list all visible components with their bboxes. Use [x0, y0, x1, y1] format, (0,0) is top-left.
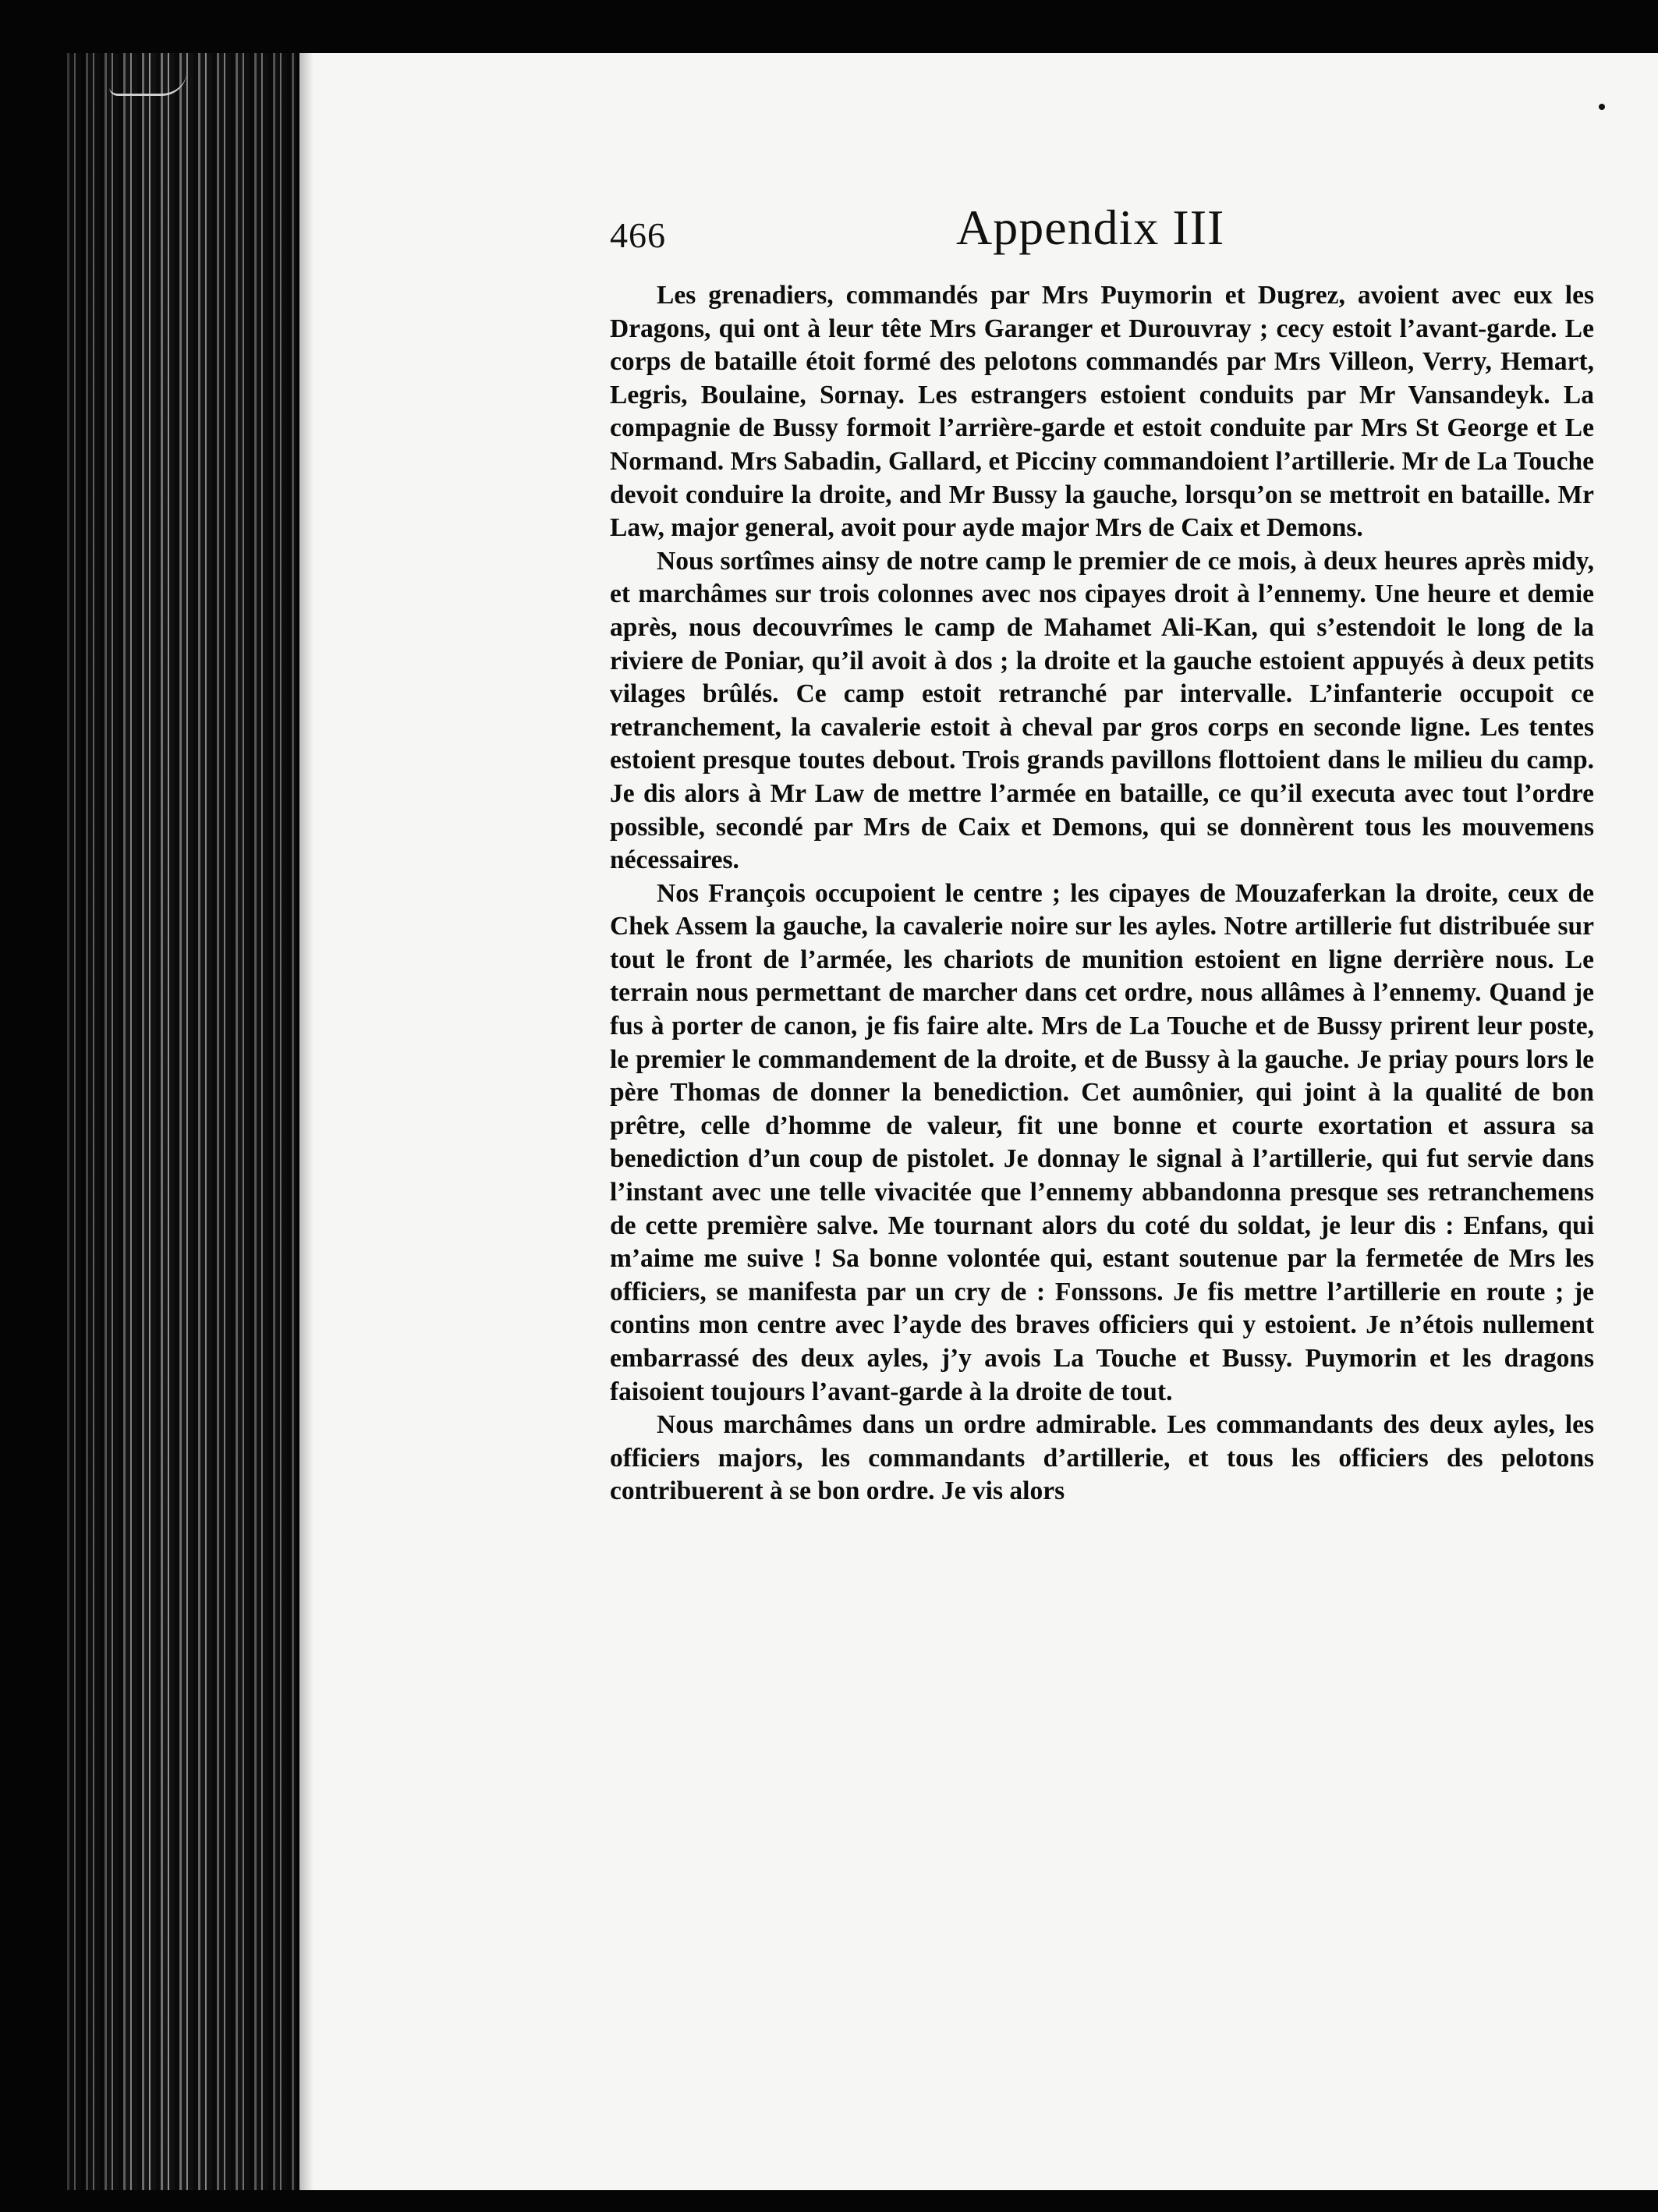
- paragraph: Nous marchâmes dans un ordre admirable. Les commandants des deux ayles, les officiers majors, les commandants d’artillerie, et tous les officiers des pelotons contribuerent à se bon ordre. Je vis alors: [610, 1410, 1594, 1506]
- spine-shadow: [62, 53, 296, 2190]
- page-header: [610, 199, 1596, 277]
- page-number: 466: [610, 215, 666, 255]
- running-title: Appendix III: [956, 200, 1225, 255]
- page-gutter-shadow: [299, 53, 314, 2190]
- paragraph: Nous sortîmes ainsy de notre camp le premier de ce mois, à deux heures après midy, et marchâmes sur trois colonnes avec nos cipayes droit à l’ennemy. Une heure et demie après, nous decouvrîmes le camp de Mahamet Ali-Kan, qui s’estendoit le long de la riviere de Poniar, qu’il avoit à dos ; la droite et la gauche estoient appuyés à deux petits vilages brûlés. Ce camp estoit retranché par intervalle. L’infanterie occupoit ce retranchement, la cavalerie estoit à cheval par gros corps en seconde ligne. Les tentes estoient presque toutes debout. Trois grands pavillons flottoient dans le milieu du camp. Je dis alors à Mr Law de mettre l’armée en bataille, ce qu’il executa avec tout l’ordre possible, secondé par Mrs de Caix et Demons, qui se donnèrent tous les mouvemens nécessaires.: [610, 546, 1594, 875]
- body-text: [610, 279, 1594, 1508]
- paragraph: Les grenadiers, commandés par Mrs Puymorin et Dugrez, avoient avec eux les Dragons, qui ont à leur tête Mrs Garanger et Durouvray ; cecy estoit l’avant-garde. Le corps de bataille étoit formé des pelotons commandés par Mrs Villeon, Verry, Hemart, Legris, Boulaine, Sornay. Les estrangers estoient conduits par Mr Vansandeyk. La compagnie de Bussy formoit l’arrière-garde et estoit conduite par Mrs St George et Le Normand. Mrs Sabadin, Gallard, et Picciny commandoient l’artillerie. Mr de La Touche devoit conduire la droite, and Mr Bussy la gauche, lorsqu’on se mettroit en bataille. Mr Law, major general, avoit pour ayde major Mrs de Caix et Demons.: [610, 281, 1594, 543]
- paragraph: Nos François occupoient le centre ; les cipayes de Mouzaferkan la droite, ceux de Chek Assem la gauche, la cavalerie noire sur les ayles. Notre artillerie fut distribuée sur tout le front de l’armée, les chariots de munition estoient en ligne derrière nous. Le terrain nous permettant de marcher dans cet ordre, nous allâmes à l’ennemy. Quand je fus à porter de canon, je fis faire alte. Mrs de La Touche et de Bussy prirent leur poste, le premier le commandement de la droite, et de Bussy à la gauche. Je priay pours lors le père Thomas de donner la benediction. Cet aumônier, qui joint à la qualité de bon prêtre, celle d’homme de valeur, fit une bonne et courte exortation et assura sa benediction d’un coup de pistolet. Je donnay le signal à l’artillerie, qui fut servie dans l’instant avec une telle vivacitée que l’ennemy abbandonna presque ses retranchemens de cette première salve. Me tournant alors du coté du soldat, je leur dis : Enfans, qui m’aime me suive ! Sa bonne volontée qui, estant soutenue par la fermetée de Mrs les officiers, se manifesta par un cry de : Fonssons. Je fis mettre l’artillerie en route ; je contins mon centre avec l’ayde des braves officiers qui y estoient. Je n’étois nullement embarrassé des deux ayles, j’y avois La Touche et Bussy. Puymorin et les dragons faisoient toujours l’avant-garde à la droite de tout.: [610, 878, 1594, 1406]
- ink-speck: [1599, 104, 1605, 110]
